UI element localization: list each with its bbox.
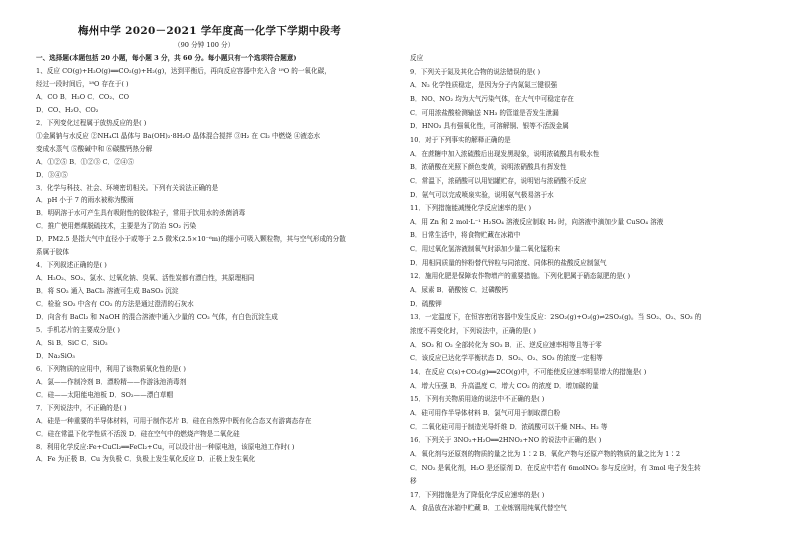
left-text-line: 2．下列变化过程属于放热反应的是( ) bbox=[36, 118, 147, 127]
paper-title: 梅州中学 2020－2021 学年度高一化学下学期中段考 bbox=[78, 25, 342, 37]
right-text-line: 13．一定温度下，在恒容密闭容器中发生反应：2SO₂(g)+O₂(g)⇌2SO₃(g)。当 SO₂、O₂、SO₃ 的 bbox=[410, 313, 702, 322]
right-text-line: A．增大压强 B．升高温度 C．增大 CO₂ 的浓度 D．增加碳的量 bbox=[410, 381, 599, 390]
right-text-line: 15．下列有关物质用途的说法中不正确的是( ) bbox=[410, 395, 545, 404]
left-text-line: D．③④⑤ bbox=[36, 170, 68, 179]
left-text-line: 3．化学与科技、社会、环境密切相关。下列有关说法正确的是 bbox=[36, 183, 219, 192]
left-text-line: 变成水蒸气 ⑤酸碱中和 ⑥碳酸钙热分解 bbox=[36, 144, 153, 153]
left-text-line: 1、反应 CO(g)+H₂O(g)══CO₂(g)+H₂(g)，达到平衡后，再向反应容器中充入含 ¹⁸O 的一氧化碳， bbox=[36, 66, 331, 75]
right-text-line: D．氨气可以完成喷泉实验，说明氨气极易溶于水 bbox=[410, 190, 554, 199]
left-text-line: C．硅在常温下化学性质不活泼 D．硅在空气中的燃烧产物是二氧化硅 bbox=[36, 429, 240, 438]
right-text-line: D．用相同质量的锌粉替代锌粒与同浓度、同体积的盐酸反应制氢气 bbox=[410, 258, 607, 267]
right-text-line: 16．下列关于 3NO₂+H₂O══2HNO₃+NO 的说法中正确的是( ) bbox=[410, 436, 602, 445]
left-text-line: 一、选择题(本题包括 20 小题，每小题 3 分，共 60 分。每小题只有一个选项符合题意) bbox=[36, 54, 297, 62]
left-text-line: A．CO B．H₂O C．CO₂、CO bbox=[36, 92, 130, 101]
right-text-line: 17．下列措施是为了降低化学反应速率的是( ) bbox=[410, 490, 545, 499]
left-text-line: A．H₂O₂、SO₂、氯水、过氧化钠、臭氧、活性炭都有漂白性，其原理相同 bbox=[36, 274, 255, 283]
right-text-line: B．浓硝酸在光照下颜色变黄，说明浓硝酸具有挥发性 bbox=[410, 163, 567, 172]
left-text-line: D．Na₂SiO₃ bbox=[36, 351, 75, 360]
left-text-line: D．PM2.5 是指大气中直径小于或等于 2.5 微米(2.5×10⁻⁶m)的细小可吸入颗粒物，其与空气形成的分散 bbox=[36, 235, 346, 244]
right-text-line: A．尿素 B．硝酸铵 C．过磷酸钙 bbox=[410, 286, 508, 295]
right-text-line: B．日常生活中，将食物贮藏在冰箱中 bbox=[410, 231, 521, 240]
left-text-line: 8．利用化学反应:Fe+CuCl₂══FeCl₂+Cu，可以设计出一种原电池，该原电池工作时( ) bbox=[36, 442, 295, 451]
left-text-line: D．向含有 BaCl₂ 和 NaOH 的混合溶液中通入少量的 CO₂ 气体，有白色沉淀生成 bbox=[36, 313, 278, 321]
left-column bbox=[36, 0, 406, 549]
right-text-line: C．可用浓盐酸检测输送 NH₃ 的管道是否发生泄漏 bbox=[410, 108, 559, 117]
right-text-line: C．NO₂ 是氧化剂，H₂O 是还原剂 D．在反应中若有 6molNO₂ 参与反应时，有 3mol 电子发生转 bbox=[410, 463, 701, 472]
right-text-line: C．常温下，浓硝酸可以用铝罐贮存，说明铝与浓硝酸不反应 bbox=[410, 176, 587, 185]
right-text-line: A．在蔗糖中加入浓硫酸后出现发黑现象，说明浓硫酸具有吸水性 bbox=[410, 149, 600, 158]
right-text-line: 10．对于下列事实的解释正确的是 bbox=[410, 135, 511, 144]
right-text-line: D．HNO₃ 具有强氧化性，可溶解铜、银等不活泼金属 bbox=[410, 122, 569, 131]
left-text-line: 4．下列叙述正确的是( ) bbox=[36, 261, 107, 270]
left-text-line: A．氯——作制冷剂 B．漂粉精——作游泳池消毒剂 bbox=[36, 377, 187, 386]
left-text-line: 5．手机芯片的主要成分是( ) bbox=[36, 325, 120, 334]
left-text-line: C．推广使用燃煤脱硫技术，主要是为了防治 SO₂ 污染 bbox=[36, 222, 197, 231]
left-text-line: 经过一段时间后，¹⁸O 存在于( ) bbox=[36, 79, 129, 88]
right-text-line: 9．下列关于氮及其化合物的说法错误的是( ) bbox=[410, 67, 541, 76]
left-text-line: 7．下列说法中，不正确的是( ) bbox=[36, 403, 127, 412]
right-text-line: A．食品放在冰箱中贮藏 B．工业炼钢用纯氧代替空气 bbox=[410, 504, 567, 513]
left-text-line: C．检验 SO₂ 中含有 CO₂ 的方法是通过澄清的石灰水 bbox=[36, 300, 194, 309]
right-text-line: 反应 bbox=[410, 54, 424, 62]
right-text-line: 移 bbox=[410, 477, 417, 486]
left-text-line: B．明矾溶于水可产生具有吸附性的胶体粒子，常用于饮用水的杀菌消毒 bbox=[36, 209, 246, 218]
right-text-line: C．用过氧化氢溶液制氧气时添加少量二氧化锰粉末 bbox=[410, 245, 561, 254]
right-column bbox=[410, 0, 765, 549]
left-text-line: B．将 SO₂ 通入 BaCl₂ 溶液可生成 BaSO₃ 沉淀 bbox=[36, 287, 179, 296]
left-text-line: A．pH 小于 7 的雨水被称为酸雨 bbox=[36, 196, 134, 205]
left-text-line: ①金属钠与水反应 ②NH₄Cl 晶体与 Ba(OH)₂·8H₂O 晶体混合搅拌 ③H₂ 在 Cl₂ 中燃烧 ④液态水 bbox=[36, 131, 321, 140]
right-text-line: D．硫酸钾 bbox=[410, 299, 442, 308]
right-text-line: 浓度不再变化时，下列说法中，正确的是( ) bbox=[410, 327, 536, 335]
paper-subtitle: （90 分钟 100 分） bbox=[174, 41, 235, 49]
right-text-line: B．NO、NO₂ 均为大气污染气体，在大气中可稳定存在 bbox=[410, 94, 574, 103]
right-text-line: A．N₂ 化学性质稳定，是因为分子内氮氮三键很强 bbox=[410, 81, 558, 90]
right-text-line: C．二氧化硅可用于制造光导纤维 D．浓硫酸可以干燥 NH₃、H₂ 等 bbox=[410, 422, 608, 431]
right-text-line: A．SO₂ 和 O₂ 全部转化为 SO₃ B．正、逆反应速率相等且等于零 bbox=[410, 340, 602, 349]
right-text-line: 12．施用化肥是保障农作物增产的重要措施。下列化肥属于硝态氮肥的是( ) bbox=[410, 272, 631, 281]
right-text-line: A．硅可用作半导体材料 B．氯气可用于制取漂白粉 bbox=[410, 408, 561, 417]
right-text-line: 11．下列措施能减慢化学反应速率的是( ) bbox=[410, 204, 532, 213]
left-text-line: D．CO、H₂O、CO₂ bbox=[36, 105, 99, 114]
left-text-line: A．Fe 为正极 B．Cu 为负极 C．负极上发生氧化反应 D．正极上发生氧化 bbox=[36, 455, 256, 464]
right-text-line: A．氧化剂与还原剂的物质的量之比为 1∶2 B．氧化产物与还原产物的物质的量之比为 1∶2 bbox=[410, 449, 681, 458]
right-text-line: 14．在反应 C(s)+CO₂(g)══2CO(g)中，不可能使反应速率明显增大的措施是( ) bbox=[410, 367, 647, 376]
left-text-line: A．Si B．SiC C．SiO₂ bbox=[36, 338, 108, 347]
left-text-line: C．硅——太阳能电池板 D．SO₂——漂白草帽 bbox=[36, 390, 174, 399]
left-text-line: 6．下列物质的应用中，利用了该物质氧化性的是( ) bbox=[36, 364, 186, 373]
right-text-line: A．用 Zn 和 2 mol·L⁻¹ H₂SO₄ 溶液反应制取 H₂ 时，向溶液中滴加少量 CuSO₄ 溶液 bbox=[410, 217, 664, 226]
left-text-line: A．①②⑤ B．①②③ C．②④⑤ bbox=[36, 157, 134, 166]
left-text-line: 系属于胶体 bbox=[36, 248, 69, 257]
right-text-line: C．该反应已达化学平衡状态 D．SO₂、O₂、SO₃ 的浓度一定相等 bbox=[410, 354, 603, 363]
left-text-line: A．硅是一种重要的半导体材料，可用于制作芯片 B．硅在自然界中既有化合态又有游离态存在 bbox=[36, 416, 312, 425]
